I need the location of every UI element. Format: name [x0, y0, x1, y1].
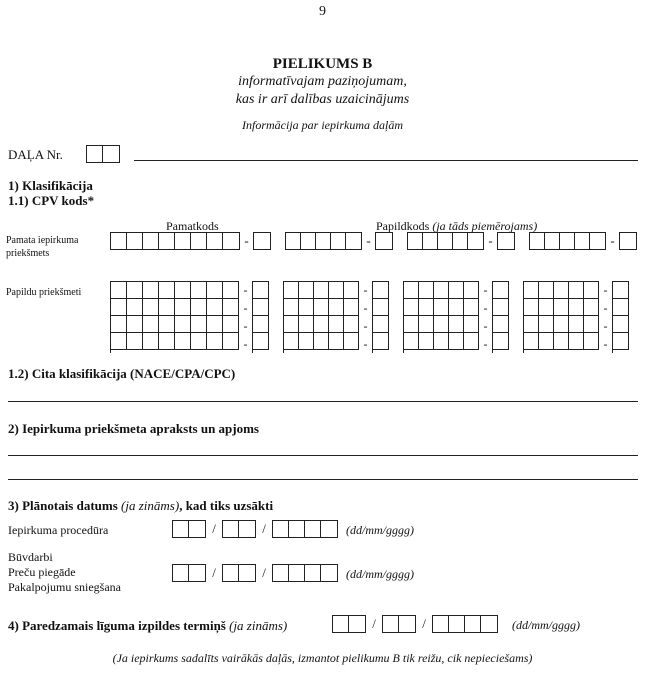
main-subject-cpv-row[interactable]: - - - - — [110, 232, 637, 250]
additional-main-code-cells[interactable] — [110, 281, 239, 353]
page-number: 9 — [319, 4, 326, 19]
contract-start-date-format: (dd/mm/gggg) — [346, 567, 414, 581]
description-line-2[interactable] — [8, 479, 638, 480]
supp-code-1-check-cell[interactable] — [375, 232, 393, 250]
main-code-check-cell[interactable] — [253, 232, 271, 250]
section-1-2-title: 1.2) Cita klasifikācija (NACE/CPA/CPC) — [8, 366, 236, 381]
supp-code-3-cells[interactable] — [529, 232, 606, 250]
supp-code-3-check-cell[interactable] — [619, 232, 637, 250]
additional-supp-2-cells[interactable] — [403, 281, 479, 353]
section-1-title: 1) Klasifikācija — [8, 178, 93, 193]
supp-code-1-cells[interactable] — [285, 232, 362, 250]
part-name-line[interactable] — [134, 160, 638, 161]
description-line-1[interactable] — [8, 455, 638, 456]
contract-start-date-input[interactable]: / / — [172, 564, 338, 582]
additional-supp-3-check-cells[interactable] — [612, 281, 629, 353]
works-label: Būvdarbi — [8, 550, 53, 564]
additional-main-check-cells[interactable] — [252, 281, 269, 353]
footer-note: (Ja iepirkums sadalīts vairākās daļās, izmantot pielikumu B tik reižu, cik nepieciešams) — [112, 651, 533, 665]
section-2-title: 2) Iepirkuma priekšmeta apraksts un apjoms — [8, 421, 259, 436]
goods-label: Preču piegāde — [8, 565, 76, 579]
additional-supp-2-check-cells[interactable] — [492, 281, 509, 353]
procedure-date-format: (dd/mm/gggg) — [346, 523, 414, 537]
procedure-label: Iepirkuma procedūra — [8, 523, 109, 537]
supp-code-2-cells[interactable] — [407, 232, 484, 250]
procedure-date-input[interactable]: / / — [172, 520, 338, 538]
section-4-title: 4) Paredzamais līguma izpildes termiņš (ja zināms) — [8, 618, 288, 633]
contract-end-date-input[interactable]: / / — [332, 615, 498, 633]
part-number-label: DAĻA Nr. — [8, 147, 63, 162]
annex-title: PIELIKUMS B — [272, 56, 373, 72]
annex-subtitle-2: kas ir arī dalības uzaicinājums — [235, 92, 410, 107]
contract-end-date-format: (dd/mm/gggg) — [512, 618, 580, 632]
additional-supp-1-cells[interactable] — [283, 281, 359, 353]
additional-subjects-cpv-grid[interactable]: - - - - - - - - - - - - - - - - — [110, 281, 629, 353]
main-code-cells[interactable] — [110, 232, 240, 250]
supplementary-code-heading: Papildkods (ja tāds piemērojams) — [376, 219, 538, 233]
supp-code-2-check-cell[interactable] — [497, 232, 515, 250]
annex-subtitle-1: informatīvajam paziņojumam, — [238, 74, 407, 89]
section-caption: Informācija par iepirkuma daļām — [242, 118, 403, 132]
section-3-title: 3) Plānotais datums (ja zināms), kad tiks uzsākti — [8, 498, 274, 513]
main-subject-label: Pamata iepirkuma priekšmets — [6, 235, 79, 259]
other-classification-line[interactable] — [8, 401, 638, 402]
services-label: Pakalpojumu sniegšana — [8, 580, 121, 594]
main-code-heading: Pamatkods — [166, 219, 219, 233]
additional-supp-3-cells[interactable] — [523, 281, 599, 353]
additional-supp-1-check-cells[interactable] — [372, 281, 389, 353]
additional-subjects-label: Papildu priekšmeti — [6, 287, 82, 298]
section-1-1-title: 1.1) CPV kods* — [8, 193, 95, 208]
contract-type-labels — [8, 550, 121, 595]
part-number-input[interactable] — [86, 145, 120, 163]
